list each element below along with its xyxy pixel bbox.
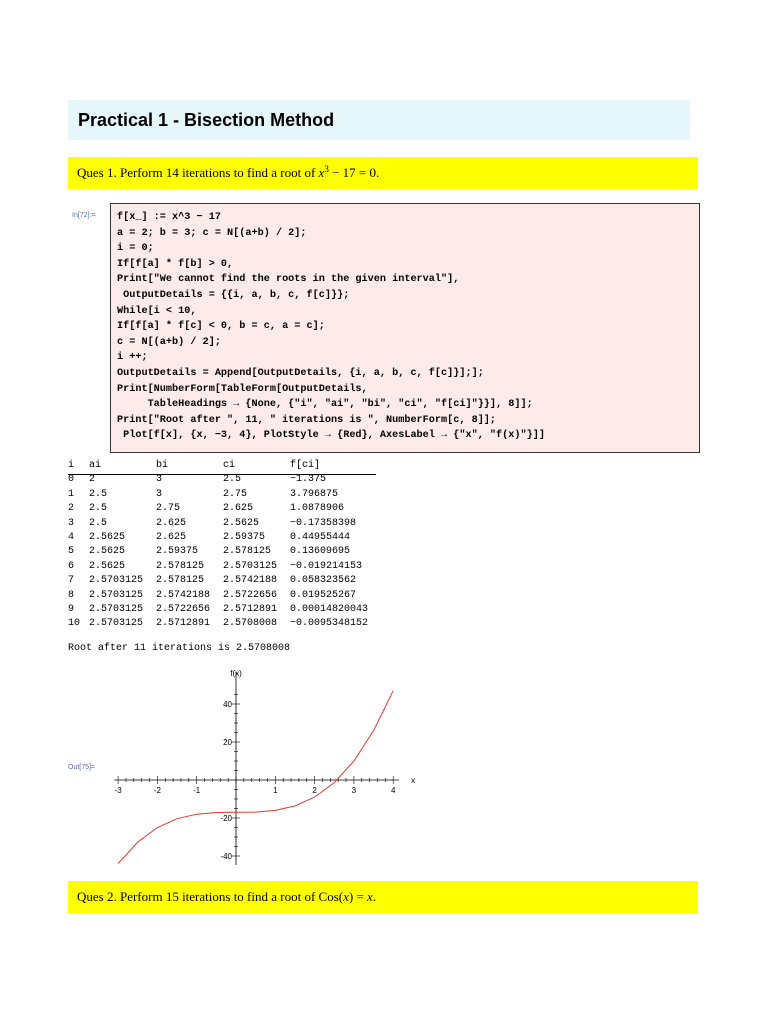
question-1-suffix: − 17 = 0. bbox=[328, 165, 380, 180]
x-axis-label: x bbox=[411, 776, 416, 785]
table-cell: 0.019525267 bbox=[290, 589, 357, 601]
table-cell: 5 bbox=[68, 546, 75, 558]
code-line: Print["We cannot find the roots in the given interval"], bbox=[117, 274, 460, 286]
code-line: i ++; bbox=[117, 352, 148, 364]
code-line: a = 2; b = 3; c = N[(a+b) / 2]; bbox=[117, 227, 307, 239]
question-2 bbox=[68, 881, 698, 913]
x-tick-label: -2 bbox=[153, 786, 161, 795]
table-cell: 2 bbox=[89, 474, 96, 486]
code-line: If[f[a] * f[c] < 0, b = c, a = c]; bbox=[117, 321, 325, 333]
y-tick-label: 40 bbox=[223, 700, 232, 709]
table-cell: 2.625 bbox=[156, 531, 187, 543]
table-cell: 2.5722656 bbox=[223, 589, 278, 601]
table-header-rule bbox=[68, 474, 376, 475]
table-cell: 7 bbox=[68, 575, 75, 587]
input-code-cell[interactable] bbox=[110, 203, 700, 453]
function-curve bbox=[118, 691, 393, 864]
table-cell: 2.5742188 bbox=[156, 589, 211, 601]
table-cell: 2.5625 bbox=[89, 531, 126, 543]
table-cell: 0 bbox=[68, 474, 75, 486]
table-header-cell: i bbox=[68, 460, 75, 471]
x-tick-label: -3 bbox=[114, 786, 122, 795]
table-cell: 1 bbox=[68, 488, 75, 500]
question-1-var: x bbox=[318, 165, 325, 180]
table-cell: 2.578125 bbox=[223, 546, 272, 558]
table-cell: 9 bbox=[68, 603, 75, 615]
code-line: Plot[f[x], {x, −3, 4}, PlotStyle → {Red}, AxesLabel → {"x", "f(x)"}]] bbox=[117, 430, 545, 442]
table-cell: 2.75 bbox=[156, 503, 181, 515]
y-tick-label: -20 bbox=[220, 814, 232, 823]
code-line: i = 0; bbox=[117, 243, 154, 255]
y-tick-label: 20 bbox=[223, 738, 232, 747]
question-1-prefix: Ques 1. Perform 14 iterations to find a root of bbox=[77, 165, 319, 180]
table-cell: 2.5712891 bbox=[223, 603, 278, 615]
code-line: Print["Root after ", 11, " iterations is ", NumberForm[c, 8]]; bbox=[117, 414, 497, 426]
x-tick-label: 4 bbox=[390, 786, 396, 795]
code-line: c = N[(a+b) / 2]; bbox=[117, 336, 221, 348]
table-cell: 0.44955444 bbox=[290, 531, 351, 543]
code-line: OutputDetails = {{i, a, b, c, f[c]}}; bbox=[117, 289, 350, 301]
x-tick-label: 2 bbox=[312, 786, 317, 795]
function-plot bbox=[90, 660, 416, 870]
table-cell: 2.5703125 bbox=[89, 603, 144, 615]
code-line: f[x_] := x^3 − 17 bbox=[117, 212, 221, 223]
x-tick-label: -1 bbox=[193, 786, 201, 795]
x-tick-label: 3 bbox=[351, 786, 357, 795]
question-2-suffix: . bbox=[372, 889, 377, 904]
input-cell-label: In[72]:= bbox=[72, 212, 96, 219]
table-cell: 0.058323562 bbox=[290, 575, 357, 587]
table-cell: 2 bbox=[68, 503, 75, 515]
table-cell: 2.578125 bbox=[156, 560, 205, 572]
table-cell: 2.5 bbox=[89, 517, 108, 529]
code-line: TableHeadings → {None, {"i", "ai", "bi", "ci", "f[ci]"}}], 8]]; bbox=[117, 399, 533, 411]
table-cell: 3 bbox=[68, 517, 75, 529]
table-cell: 2.5703125 bbox=[89, 589, 144, 601]
table-cell: −0.17358398 bbox=[290, 517, 357, 529]
code-line: If[f[a] * f[b] > 0, bbox=[117, 258, 234, 270]
output-cell-label: Out[75]= bbox=[68, 764, 96, 771]
table-cell: 2.5708008 bbox=[223, 618, 278, 630]
table-cell: 4 bbox=[68, 531, 75, 543]
page-title: Practical 1 - Bisection Method bbox=[68, 100, 690, 140]
table-cell: 0.13609695 bbox=[290, 546, 351, 558]
table-cell: 2.5703125 bbox=[89, 618, 144, 630]
table-header-cell: bi bbox=[156, 460, 169, 471]
table-cell: 2.5625 bbox=[89, 546, 126, 558]
table-cell: 2.5703125 bbox=[223, 560, 278, 572]
table-cell: 1.0878906 bbox=[290, 503, 345, 515]
table-header-cell: f[ci] bbox=[290, 460, 321, 471]
table-cell: 2.5742188 bbox=[223, 575, 278, 587]
table-cell: 2.75 bbox=[223, 488, 248, 500]
table-cell: 2.5 bbox=[89, 503, 108, 515]
table-cell: 2.5 bbox=[89, 488, 108, 500]
table-header-cell: ai bbox=[89, 460, 102, 471]
question-2-prefix: Ques 2. Perform 15 iterations to find a root of Cos( bbox=[77, 889, 344, 904]
table-cell: 3.796875 bbox=[290, 488, 339, 500]
table-cell: 8 bbox=[68, 589, 75, 601]
question-2-var: x bbox=[343, 889, 349, 904]
table-cell: 10 bbox=[68, 618, 81, 630]
table-cell: 2.5722656 bbox=[156, 603, 211, 615]
question-1 bbox=[68, 157, 698, 189]
x-tick-label: 1 bbox=[273, 786, 278, 795]
table-cell: 2.59375 bbox=[223, 531, 266, 543]
table-cell: 2.5703125 bbox=[89, 575, 144, 587]
table-cell: 3 bbox=[156, 474, 163, 486]
table-cell: 2.5625 bbox=[223, 517, 260, 529]
table-cell: −0.0095348152 bbox=[290, 618, 369, 630]
y-tick-label: -40 bbox=[220, 852, 232, 861]
table-cell: 2.5712891 bbox=[156, 618, 211, 630]
code-line: OutputDetails = Append[OutputDetails, {i, a, b, c, f[c]}];]; bbox=[117, 367, 484, 379]
table-cell: 3 bbox=[156, 488, 163, 500]
code-line: While[i < 10, bbox=[117, 305, 197, 317]
table-cell: 0.00014820043 bbox=[290, 603, 369, 615]
table-cell: 2.5 bbox=[223, 474, 242, 486]
table-cell: 2.5625 bbox=[89, 560, 126, 572]
table-header-cell: ci bbox=[223, 460, 236, 471]
table-cell: 2.578125 bbox=[156, 575, 205, 587]
table-cell: 2.625 bbox=[223, 503, 254, 515]
table-cell: 2.625 bbox=[156, 517, 187, 529]
table-cell: 2.59375 bbox=[156, 546, 199, 558]
question-2-var2: x bbox=[367, 889, 373, 904]
table-cell: 6 bbox=[68, 560, 75, 572]
root-result-text: Root after 11 iterations is 2.5708008 bbox=[68, 643, 291, 654]
y-axis-label: f(x) bbox=[230, 669, 242, 678]
table-cell: −1.375 bbox=[290, 474, 327, 486]
question-1-exponent: 3 bbox=[324, 164, 329, 174]
table-cell: −0.019214153 bbox=[290, 560, 363, 572]
code-line: Print[NumberForm[TableForm[OutputDetails, bbox=[117, 383, 368, 395]
question-2-mid: ) = bbox=[348, 889, 368, 904]
